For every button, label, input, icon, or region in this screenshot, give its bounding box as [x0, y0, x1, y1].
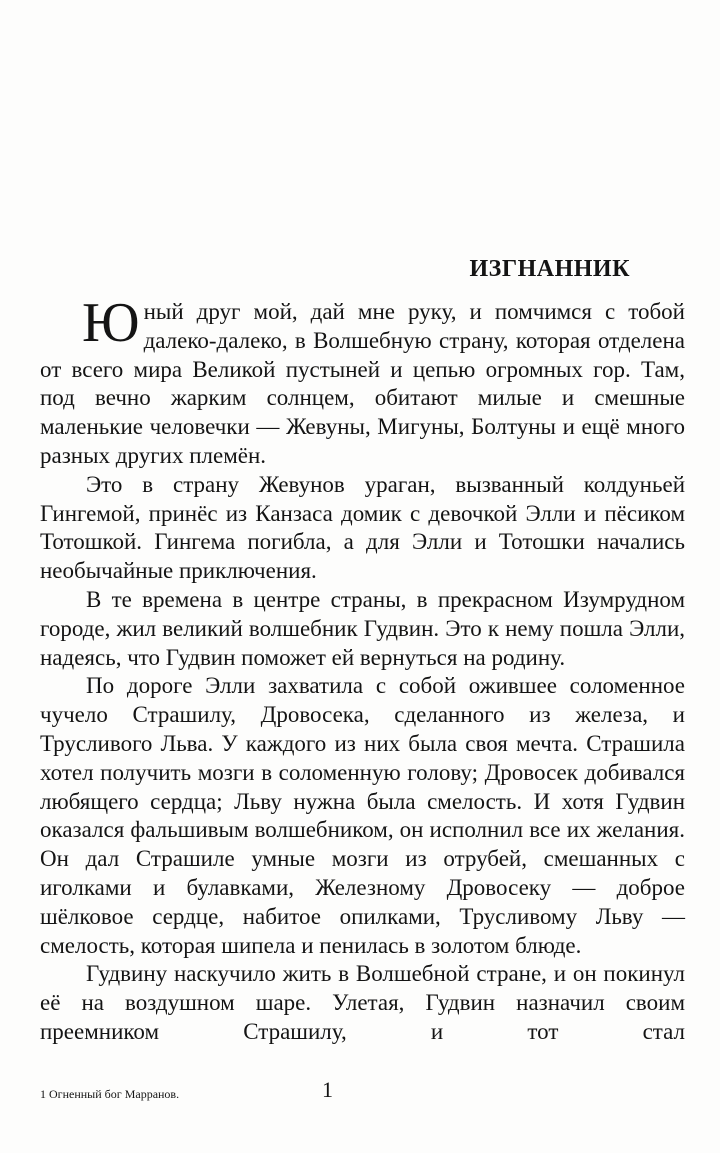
paragraph-2: Это в страну Жевунов ураган, вызванный колдуньей Гингемой, принёс из Канзаса домик с девочкой Элли и пёсиком Тотошкой. Гингема погибла, а для Элли и Тотошки начались необычайные приключения. [40, 471, 685, 584]
page-number: 1 [322, 1077, 333, 1102]
paragraph-1-text: ный друг мой, дай мне руку, и помчимся с тобой далеко-далеко, в Волшебную страну, которая отделена от всего мира Великой пустыней и цепью огромных гор. Там, под вечно жарким солнцем, обитают милые и смешные маленькие человечки — Жевуны, Мигуны, Болтуны и ещё много разных других племён. [40, 299, 685, 468]
paragraph-4: По дороге Элли захватила с собой ожившее соломенное чучело Страшилу, Дровосека, сделанного из железа, и Трусливого Льва. У каждого из них была своя мечта. Страшила хотел получить мозги в соломенную голову; Дровосек добивался любящего сердца; Льву нужна была смелость. И хотя Гудвин оказался фальшивым волшебником, он исполнил все их желания. Он дал Страшиле умные мозги из отрубей, смешанных с иголками и булавками, Железному Дровосеку — доброе шёлковое сердце, набитое опилками, Трусливому Льву — смелость, которая шипела и пенилась в золотом блюде. [40, 673, 685, 958]
paragraph-3: В те времена в центре страны, в прекрасном Изумрудном городе, жил великий волшебник Гудвин. Это к нему пошла Элли, надеясь, что Гудвин поможет ей вернуться на родину. [40, 586, 685, 670]
drop-cap: Ю [82, 292, 140, 354]
paragraph-1 [40, 292, 685, 471]
footnote: 1 Огненный бог Марранов. [40, 1087, 180, 1101]
chapter-title: ИЗГНАННИК [469, 256, 630, 282]
paragraph-5: Гудвину наскучило жить в Волшебной стране, и он покинул её на воздушном шаре. Улетая, Гудвин назначил своим преемником Страшилу, и тот стал [40, 961, 685, 1044]
chapter-text [40, 292, 685, 1047]
